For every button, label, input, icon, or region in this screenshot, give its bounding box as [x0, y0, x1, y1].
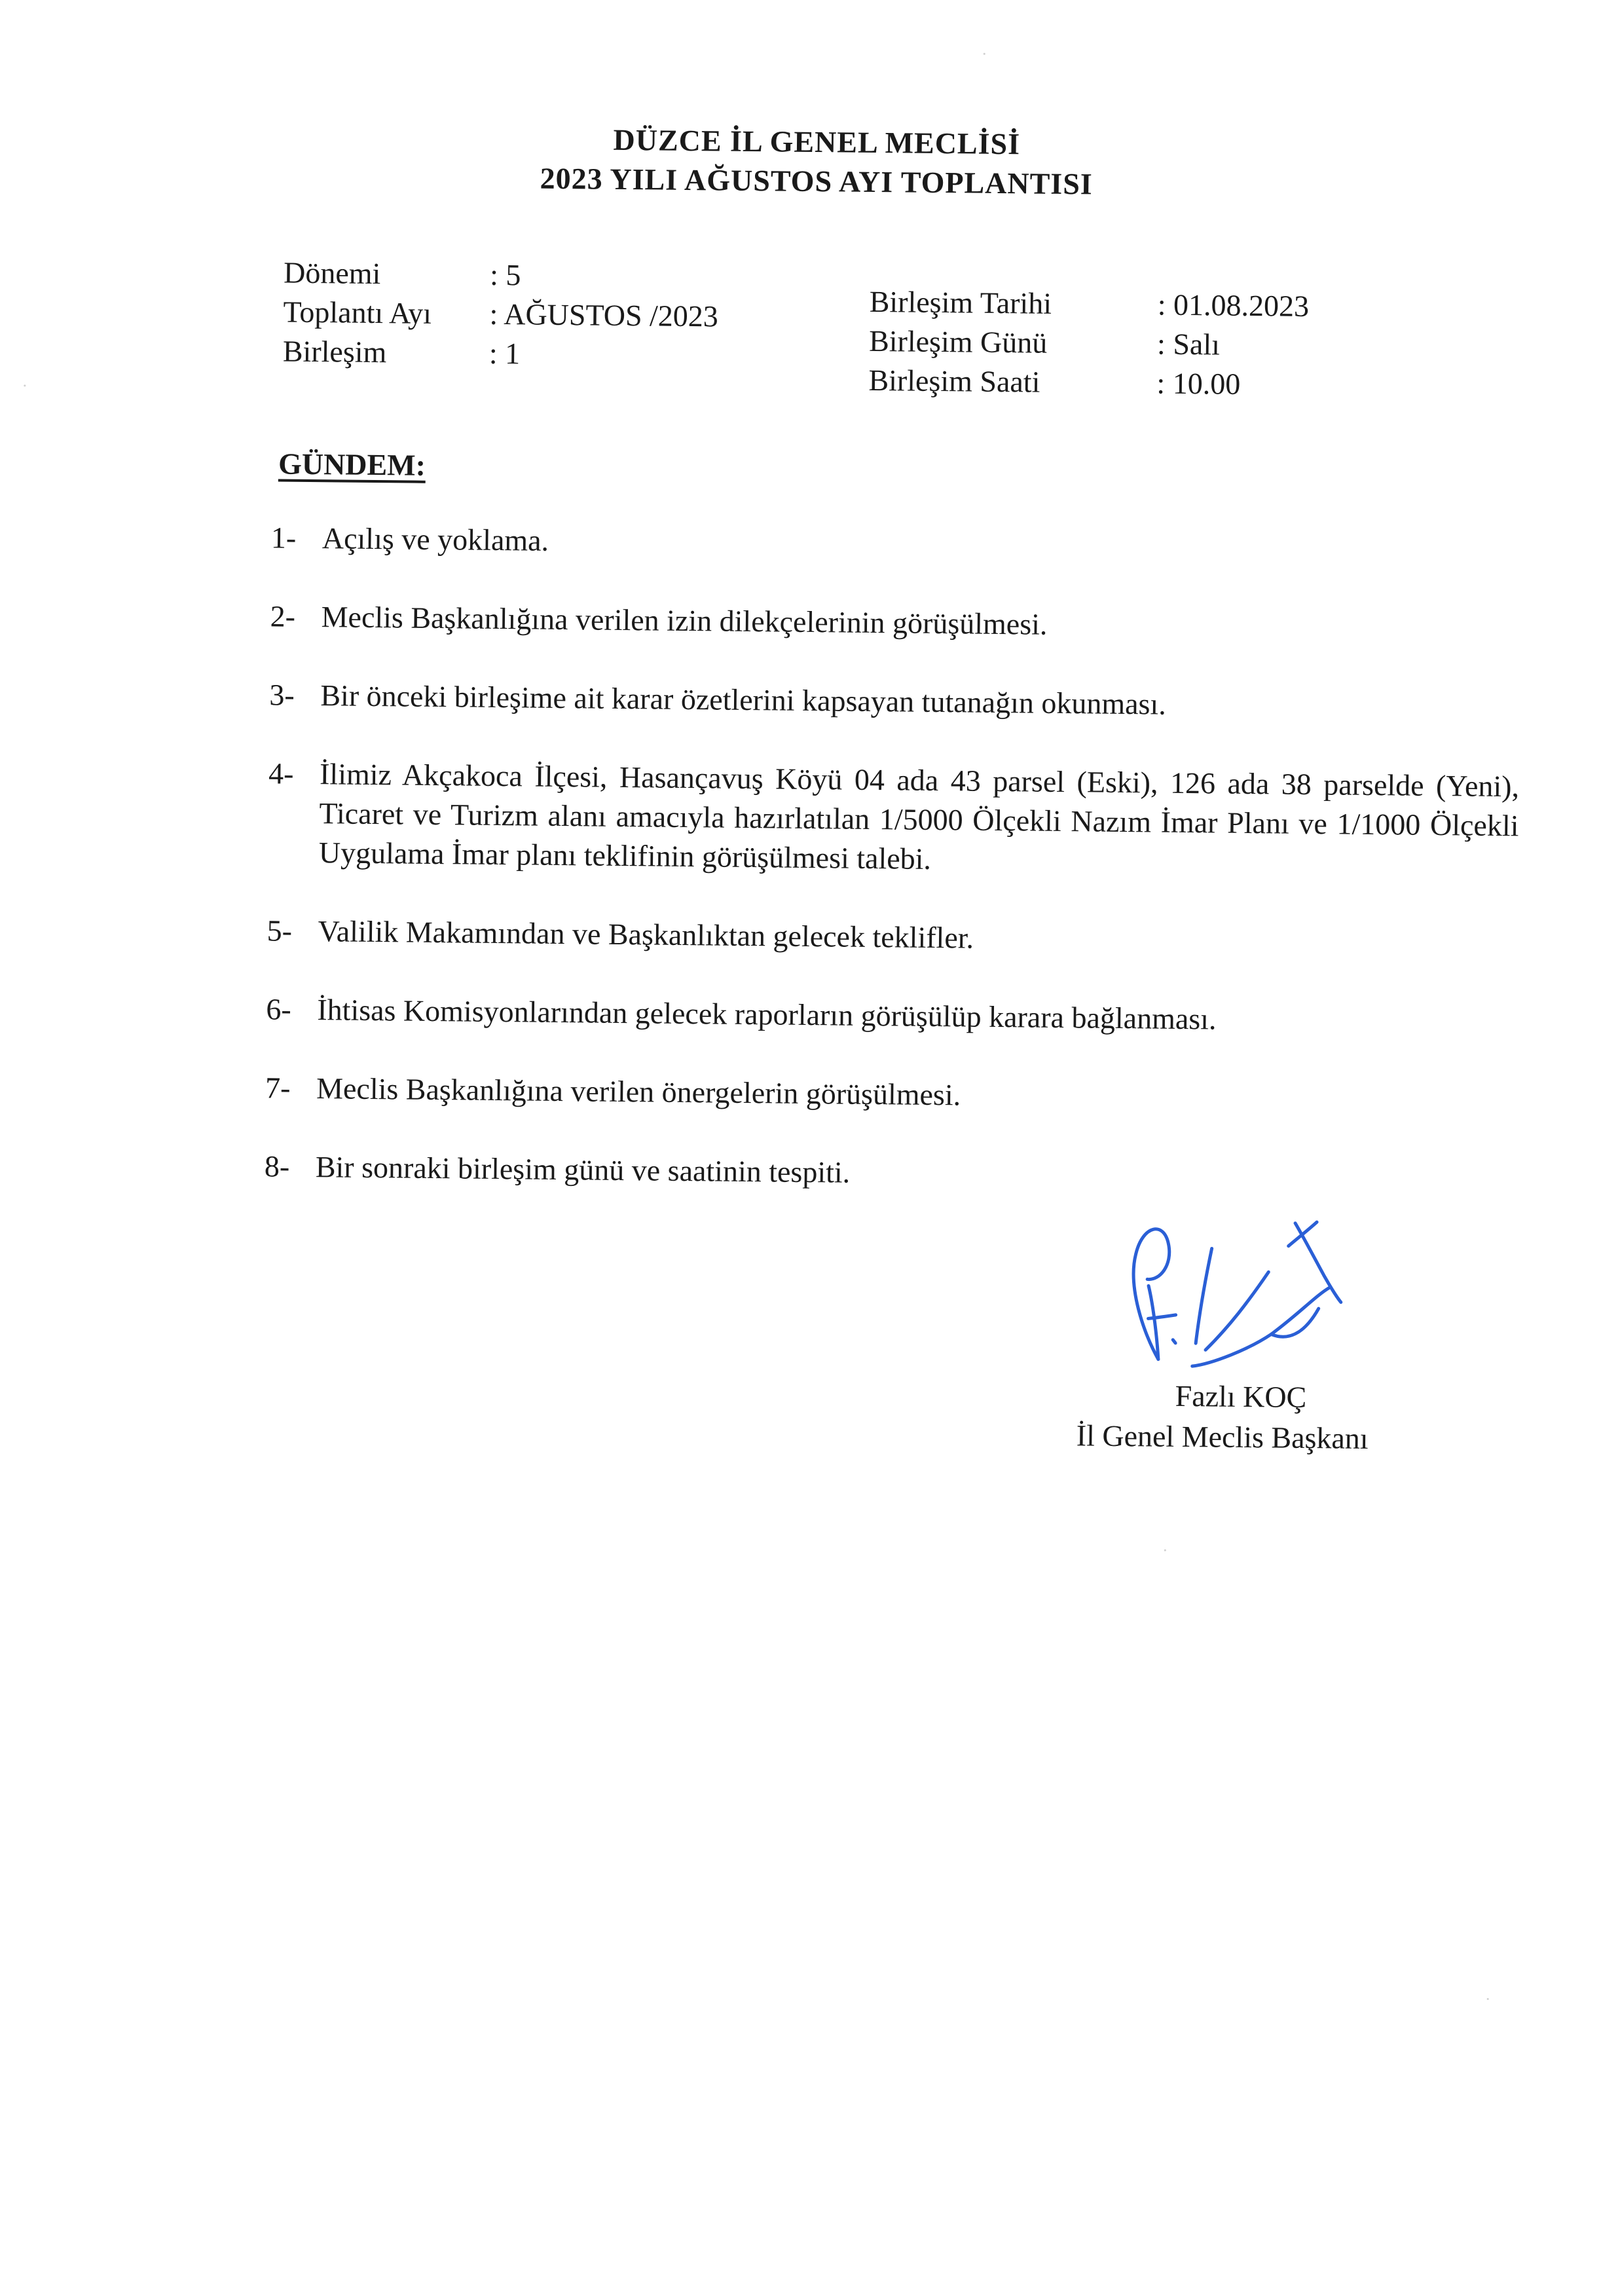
agenda-item — [265, 1068, 1517, 1120]
signatory-title: İl Genel Meclis Başkanı — [1076, 1418, 1369, 1455]
info-value-birlesim: : 1 — [488, 336, 521, 371]
agenda-item-number: 5- — [267, 914, 293, 948]
agenda-item-number: 3- — [269, 678, 295, 712]
info-label-birlesim-gunu: Birleşim Günü — [868, 324, 1048, 360]
agenda-item — [269, 675, 1520, 728]
signatory-name: Fazlı KOÇ — [1175, 1379, 1307, 1414]
info-value-birlesim-tarihi: : 01.08.2023 — [1157, 287, 1310, 323]
agenda-item — [268, 754, 1520, 885]
agenda-item-text: Valilik Makamından ve Başkanlıktan gelecek teklifler. — [318, 914, 974, 955]
agenda-item-text: Meclis Başkanlığına verilen izin dilekçelerinin görüşülmesi. — [321, 600, 1048, 641]
agenda-item-number: 2- — [270, 599, 296, 633]
handwritten-signature — [1107, 1208, 1345, 1381]
agenda-item-number: 7- — [265, 1071, 291, 1105]
info-label-toplanti-ayi: Toplantı Ayı — [283, 295, 432, 330]
document-title: DÜZCE İL GENEL MECLİSİ — [613, 122, 1021, 161]
info-label-birlesim: Birleşim — [282, 334, 387, 369]
agenda-item-number: 8- — [264, 1149, 290, 1183]
info-value-birlesim-gunu: : Salı — [1156, 327, 1221, 361]
agenda-item — [271, 518, 1522, 570]
agenda-item-number: 6- — [266, 992, 291, 1026]
agenda-item — [265, 1147, 1516, 1199]
agenda-item — [270, 597, 1521, 649]
agenda-item-number: 1- — [270, 521, 297, 555]
signatory-block — [1054, 1375, 1369, 1459]
agenda-item-text: Açılış ve yoklama. — [322, 521, 549, 557]
scan-speck — [984, 53, 985, 55]
agenda-item — [266, 990, 1517, 1042]
info-label-birlesim-tarihi: Birleşim Tarihi — [869, 284, 1052, 320]
info-label-birlesim-saati: Birleşim Saati — [868, 363, 1040, 399]
scan-speck — [1487, 1998, 1489, 2000]
agenda-list — [264, 518, 1522, 1238]
agenda-item-text: Meclis Başkanlığına verilen önergelerin görüşülmesi. — [316, 1071, 961, 1112]
scan-speck — [1164, 1549, 1166, 1551]
agenda-item-text: İlimiz Akçakoca İlçesi, Hasançavuş Köyü 04 ada 43 parsel (Eski), 126 ada 38 parselde (Yeni), Ticaret ve Turizm alanı amacıyla hazırlatılan 1/5000 Ölçekli Nazım İmar Planı ve 1/1000 Ölçekli Uygulama İmar planı teklifinin görüşülmesi talebi. — [318, 757, 1520, 876]
agenda-heading: GÜNDEM: — [278, 447, 426, 482]
scan-speck — [24, 384, 26, 386]
info-value-donem: : 5 — [489, 257, 521, 292]
agenda-item-text: İhtisas Komisyonlarından gelecek raporların görüşülüp karara bağlanması. — [317, 993, 1217, 1036]
info-value-toplanti-ayi: : AĞUSTOS /2023 — [489, 297, 719, 333]
agenda-item — [267, 911, 1518, 963]
agenda-item-text: Bir sonraki birleşim günü ve saatinin tespiti. — [315, 1150, 851, 1189]
agenda-item-number: 4- — [268, 756, 294, 790]
info-label-donem: Dönemi — [283, 255, 381, 291]
info-value-birlesim-saati: : 10.00 — [1156, 366, 1241, 401]
agenda-item-text: Bir önceki birleşime ait karar özetlerini kapsayan tutanağın okunması. — [320, 678, 1167, 721]
document-subtitle: 2023 YILI AĞUSTOS AYI TOPLANTISI — [540, 161, 1093, 201]
